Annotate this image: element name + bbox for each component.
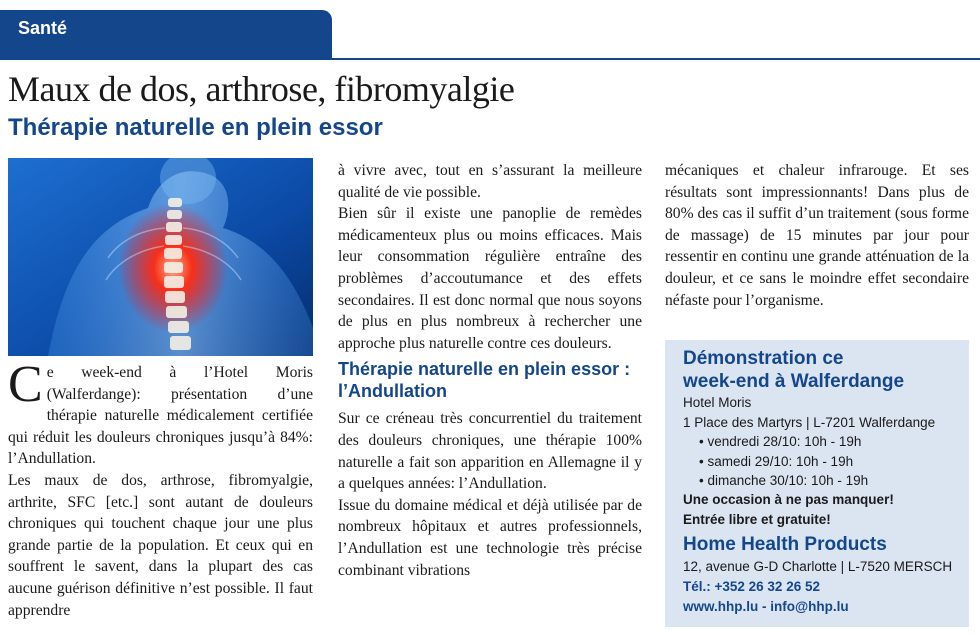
box-title-line1: Démonstration ce <box>683 348 844 369</box>
company-address: 12, avenue G-D Charlotte | L-7520 MERSCH <box>683 559 953 574</box>
paragraph: Issue du domaine médical et déjà utilisée par de nombreux hôpitaux et autres professionnels, l’Andullation est une technologie très précise combinant vibrations <box>338 496 642 579</box>
subheadline: Thérapie naturelle en plein essor <box>8 114 383 141</box>
spine-image <box>8 158 313 356</box>
section-tab <box>0 10 332 60</box>
notice-free-entry: Entrée libre et gratuite! <box>683 512 831 527</box>
venue-name: Hotel Moris <box>683 395 752 410</box>
venue-address: 1 Place des Martyrs | L-7201 Walferdange <box>683 415 936 430</box>
column-2 <box>338 160 642 581</box>
phone-number: Tél.: +352 26 32 26 52 <box>683 579 820 594</box>
company-name: Home Health Products <box>683 534 887 555</box>
website-email: www.hhp.lu - info@hhp.lu <box>683 599 849 614</box>
paragraph: à vivre avec, tout en s’assurant la meilleure qualité de vie possible. <box>338 162 642 201</box>
paragraph: Bien sûr il existe une panoplie de remèdes médicamenteux plus ou moins efficaces. Mais leur consommation régulière entraîne des problèmes d’accoutumance et des effets secondaires. Il est donc normal que nous soyons de plus en plus nombreux à rechercher une approche plus naturelle contre ces douleurs. <box>338 205 642 352</box>
column-1 <box>8 356 313 621</box>
paragraph: Les maux de dos, arthrose, fibromyalgie, arthrite, SFC [etc.] sont autant de douleurs chroniques qui touchent chaque jour une plus grande partie de la population. Et ceux qui en souffrent le savent, dans la plupart des cas aucune guérison définitive n’est possible. Il faut apprendre <box>8 471 313 619</box>
intro-text: e week-end à l’Hotel Moris (Walferdange): présentation d’une thérapie naturelle médicalement certifiée qui réduit les douleurs chroniques jusqu’à 84%: l’Andullation. <box>8 364 313 468</box>
headline: Maux de dos, arthrose, fibromyalgie <box>8 69 515 109</box>
paragraph: Sur ce créneau très concurrentiel du traitement des douleurs chroniques, une thérapie 100% naturelle a fait son apparition en Allemagne il y a quelques années: l’Andullation. <box>338 410 642 493</box>
box-title-line2: week-end à Walferdange <box>683 371 905 392</box>
date-item: • vendredi 28/10: 10h - 19h <box>699 434 862 449</box>
column-3 <box>665 160 969 311</box>
back-pain-illustration <box>8 158 313 356</box>
info-box <box>665 340 969 627</box>
section-label: Santé <box>18 18 68 38</box>
dropcap: C <box>8 356 43 413</box>
intertitle: Thérapie naturelle en plein essor : l’Andullation <box>338 359 631 402</box>
notice-occasion: Une occasion à ne pas manquer! <box>683 492 894 507</box>
intro-paragraph <box>8 356 313 470</box>
date-item: • samedi 29/10: 10h - 19h <box>699 454 854 469</box>
section-divider <box>0 58 980 60</box>
date-item: • dimanche 30/10: 10h - 19h <box>699 473 869 488</box>
paragraph: mécaniques et chaleur infrarouge. Et ses résultats sont impressionnants! Dans plus de 80% des cas il suffit d’un traitement (sous forme de massage) de 15 minutes par jour pour ressentir en continu une grande atténuation de la douleur, et ce sans le moindre effet secondaire néfaste pour l’organisme. <box>665 162 969 309</box>
